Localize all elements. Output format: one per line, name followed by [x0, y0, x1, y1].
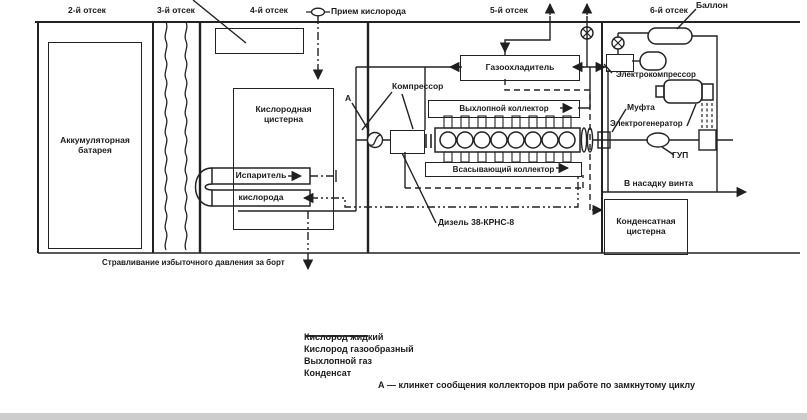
legend-label: Кислород газообразный — [304, 344, 414, 354]
condensate-line — [505, 79, 590, 210]
legend — [304, 331, 784, 390]
electrocompressor-valve-icon — [612, 37, 624, 49]
gas-cooler-box — [460, 55, 580, 81]
compartment4-top-box — [215, 28, 304, 54]
condensate-tank-label: Конденсатная цистерна — [616, 216, 676, 236]
legend-note: А — клинкет сообщения коллекторов при работе по замкнутому циклу — [378, 380, 695, 390]
evaporator-label-bottom: кислорода — [238, 192, 284, 202]
overboard-label: Стравливание избыточного давления за борт — [102, 258, 285, 267]
reduction-gear-icon — [699, 130, 716, 150]
gup-label: ГУП — [672, 150, 689, 160]
battery-box — [48, 42, 142, 249]
condensate-tank-box — [604, 199, 688, 255]
legend-item-gaseous-oxygen — [304, 343, 784, 355]
leader-line — [687, 104, 696, 126]
compartment-6-label: 6-й отсек — [650, 5, 688, 15]
generator-label: Электрогенератор — [610, 119, 683, 128]
balloon-cylinder-icon — [648, 28, 692, 44]
coupling-label: Муфта — [627, 102, 655, 112]
diesel-engine-block — [435, 128, 580, 152]
legend-label: Конденсат — [304, 368, 352, 378]
gas-cooler-label: Газоохладитель — [485, 62, 555, 73]
suction-collector-label: Всасывающий коллектор — [452, 164, 555, 174]
evaporator-label-top: Испаритель — [235, 170, 287, 180]
legend-label: Кислород жидкий — [304, 332, 384, 342]
flywheel-coupling-icon — [581, 128, 592, 152]
suction-collector-box — [425, 162, 582, 177]
gaseous-oxygen-line — [310, 176, 578, 207]
oxygen-tank-label: Кислородная цистерна — [255, 104, 312, 124]
exhaust-collector-label: Выхлопной коллектор — [459, 104, 549, 114]
balloon-label: Баллон — [696, 0, 728, 10]
valve-a-label: А — [345, 93, 352, 103]
oxygen-intake-icon — [306, 8, 330, 16]
leader-line — [362, 92, 413, 130]
compartment-5-label: 5-й отсек — [490, 5, 528, 15]
compartment-4-label: 4-й отсек — [250, 5, 288, 15]
wavy-break-line — [165, 22, 167, 250]
oxygen-intake-label: Прием кислорода — [331, 6, 406, 16]
condensate-line-sample — [304, 331, 370, 341]
compartment-2-label: 2-й отсек — [68, 5, 106, 15]
compressor-box — [390, 130, 425, 154]
leader-line — [352, 103, 369, 131]
compartment-3-label: 3-й отсек — [157, 5, 195, 15]
wavy-break-line — [185, 22, 187, 250]
diesel-label: Дизель 38-КРНС-8 — [438, 217, 515, 227]
to-nozzle-label: В насадку винта — [624, 178, 694, 188]
legend-item-condensate — [304, 367, 784, 379]
scan-edge-artifact — [0, 413, 807, 420]
oxygen-tank-box — [233, 88, 334, 230]
air-receiver-icon — [640, 52, 666, 70]
legend-label: Выхлопной газ — [304, 356, 373, 366]
legend-item-exhaust-gas — [304, 355, 784, 367]
battery-label: Аккумуляторная батарея — [60, 134, 130, 155]
exhaust-collector-box — [428, 100, 580, 118]
electrogenerator-icon — [656, 80, 713, 103]
compressor-label: Компрессор — [392, 81, 444, 91]
clinket-a-valve-icon — [368, 133, 383, 148]
electrocompressor-label: Электрокомпрессор — [616, 70, 696, 79]
legend-item-liquid-oxygen — [304, 331, 784, 343]
generator-cables — [702, 103, 712, 129]
gup-device-icon — [647, 133, 669, 147]
